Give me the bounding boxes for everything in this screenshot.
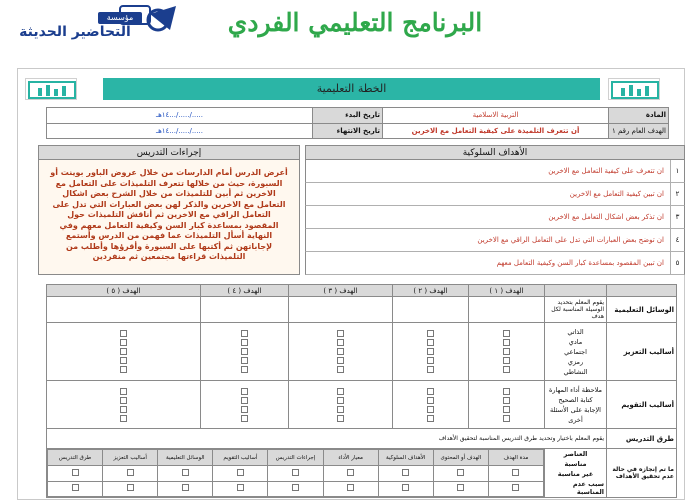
checkbox[interactable]: [241, 330, 248, 337]
checkbox[interactable]: [241, 339, 248, 346]
teaching-text: يقوم المعلم باختيار وتحديد طرق التدريس المناسبة لتحقيق الأهداف: [47, 429, 607, 449]
factors-list: [545, 449, 607, 498]
factor-item: العناصر: [563, 450, 588, 458]
bottom-header: إجراءات التدريس: [268, 450, 323, 466]
subject-label: المادة: [609, 108, 669, 124]
reinforce-item: الذاتي: [567, 327, 584, 336]
checkbox[interactable]: [427, 348, 434, 355]
bottom-header: معيار الأداء: [323, 450, 378, 466]
checkbox[interactable]: [241, 357, 248, 364]
checkbox[interactable]: [427, 415, 434, 422]
checkbox[interactable]: [120, 366, 127, 373]
end-date-value: ...../...../...١٤هـ: [47, 123, 313, 139]
checkbox[interactable]: [503, 330, 510, 337]
objective-number: ٥: [670, 252, 684, 274]
objective-text: ان تبين المقصود بمساعدة كبار السن وكيفية التعامل معهم: [496, 259, 664, 267]
checkbox[interactable]: [120, 397, 127, 404]
checkbox[interactable]: [512, 484, 519, 491]
bottom-header: طرق التدريس: [48, 450, 103, 466]
checkbox[interactable]: [127, 484, 134, 491]
checkbox[interactable]: [337, 348, 344, 355]
checkbox[interactable]: [120, 415, 127, 422]
checkbox[interactable]: [503, 339, 510, 346]
reinforce-item: رمزي: [567, 357, 584, 366]
objective-row: [305, 206, 685, 229]
checkbox[interactable]: [427, 339, 434, 346]
reinforce-item: النشاطي: [563, 367, 588, 376]
objective-text: ان تتعرف على كيفية التعامل مع الاخرين: [548, 167, 664, 175]
bottom-header: الأهداف السلوكية: [378, 450, 433, 466]
objective-number: ٣: [670, 206, 684, 228]
checkbox[interactable]: [237, 484, 244, 491]
objective-text: ان تبين كيفية التعامل مع الاخرين: [569, 190, 664, 198]
checkbox[interactable]: [120, 388, 127, 395]
checkbox[interactable]: [503, 388, 510, 395]
goal-value: أن تتعرف التلميذة على كيفية التعامل مع الاخرين: [383, 123, 609, 139]
objectives-list: [305, 160, 685, 275]
end-date-label: تاريخ الانتهاء: [313, 123, 383, 139]
checkbox[interactable]: [120, 339, 127, 346]
assess-list: [545, 381, 607, 429]
page-title: البرنامج التعليمي الفردي: [227, 8, 483, 37]
left-chart-icon: [25, 78, 77, 100]
objective-number: ١: [670, 160, 684, 182]
checkbox[interactable]: [427, 406, 434, 413]
means-label: الوسائل التعليمية: [607, 297, 677, 323]
bottom-header: الهدف أو المحتوى: [433, 450, 488, 466]
goal-label: الهدف العام رقم ١: [609, 123, 669, 139]
checkbox[interactable]: [337, 406, 344, 413]
assess-label: أساليب التقويم: [607, 381, 677, 429]
assess-item: ملاحظة أداء المهارة: [549, 385, 602, 394]
plan-info-table: [46, 107, 669, 139]
checkbox[interactable]: [503, 348, 510, 355]
checkbox[interactable]: [503, 366, 510, 373]
objective-row: [305, 183, 685, 206]
causes-label: ما تم إنجازه في حالة عدم تحقيق الأهداف: [607, 449, 677, 498]
reinforce-label: أساليب التعزيز: [607, 323, 677, 381]
checkbox[interactable]: [337, 397, 344, 404]
objective-text: ان توضح بعض العبارات التي تدل على التعامل الراقي مع الاخرين: [477, 236, 664, 244]
checkbox[interactable]: [72, 469, 79, 476]
factor-item: غير مناسبة: [557, 470, 594, 478]
goal-header: الهدف ( ٥ ): [47, 285, 201, 297]
bottom-header: أساليب التعزيز: [103, 450, 158, 466]
procedures-text: أعرض الدرس أمام الدارسات من خلال عروض الباور بوينت أو السبورة، حيث من خلالها تتعرف التلميذات على التعامل مع الاخرين ثم أبين للتلميذات من خلال الشرح بعض اشكال التعامل مع الاخرين والذكر لهن بعض العبارات التي تدل على التعامل الراقي مع الاخرين ثم أناقش التلميذات حول المقصود بمساعدة كبار السن وكيفية التعامل معهم وفي النهاية أسأل التلميذات عما فهمن من الدرس وأستمع لإجاباتهن ثم أكتبها على السبورة وأقرؤها وأطلب من التلميذات قراءتها مجتمعين ثم منفردين: [38, 160, 300, 275]
right-chart-icon: [608, 78, 660, 100]
checkbox[interactable]: [337, 415, 344, 422]
checkbox[interactable]: [427, 388, 434, 395]
checkbox[interactable]: [241, 348, 248, 355]
start-date-value: ...../...../...١٤هـ: [47, 108, 313, 124]
objectives-heading: الأهداف السلوكية: [305, 145, 685, 160]
objective-number: ٢: [670, 183, 684, 205]
procedures-heading: إجراءات التدريس: [38, 145, 300, 160]
checkbox[interactable]: [182, 484, 189, 491]
checkbox[interactable]: [503, 415, 510, 422]
goal-header: الهدف ( ٣ ): [289, 285, 393, 297]
procedures-panel: [38, 145, 300, 275]
start-date-label: تاريخ البدء: [313, 108, 383, 124]
checkbox[interactable]: [457, 469, 464, 476]
assess-item: أخرى: [568, 415, 583, 424]
bottom-header: مدة الهدف: [488, 450, 543, 466]
checkbox[interactable]: [503, 406, 510, 413]
objective-number: ٤: [670, 229, 684, 251]
checkbox[interactable]: [120, 357, 127, 364]
factor-item: مناسبة: [564, 460, 587, 468]
assessment-grid: [46, 284, 677, 498]
logo-name: التحاضير الحديثة: [19, 24, 131, 40]
checkbox[interactable]: [182, 469, 189, 476]
objectives-panel: [305, 145, 685, 275]
checkbox[interactable]: [337, 366, 344, 373]
objective-row: [305, 160, 685, 183]
checkbox[interactable]: [237, 469, 244, 476]
goal-header: الهدف ( ٢ ): [393, 285, 469, 297]
checkbox[interactable]: [241, 366, 248, 373]
checkbox[interactable]: [337, 388, 344, 395]
checkbox[interactable]: [72, 484, 79, 491]
goal-header: الهدف ( ٤ ): [201, 285, 289, 297]
factor-item: سبب عدم المناسبة: [572, 480, 604, 496]
checkbox[interactable]: [457, 484, 464, 491]
checkbox[interactable]: [120, 330, 127, 337]
checkbox[interactable]: [503, 357, 510, 364]
assess-item: الإجابة على الأسئلة: [550, 405, 601, 414]
corner-cell: [607, 285, 677, 297]
objective-row: [305, 252, 685, 275]
checkbox[interactable]: [337, 339, 344, 346]
checkbox[interactable]: [512, 469, 519, 476]
checkbox[interactable]: [347, 469, 354, 476]
teaching-label: طرق التدريس: [607, 429, 677, 449]
objective-row: [305, 229, 685, 252]
bottom-header: الوسائل التعليمية: [158, 450, 213, 466]
checkbox[interactable]: [120, 406, 127, 413]
checkbox[interactable]: [427, 330, 434, 337]
blank-header: [545, 285, 607, 297]
objective-text: ان تذكر بعض اشكال التعامل مع الاخرين: [548, 213, 664, 221]
checkbox[interactable]: [241, 388, 248, 395]
checkbox[interactable]: [292, 484, 299, 491]
checkbox[interactable]: [120, 348, 127, 355]
checkbox[interactable]: [241, 397, 248, 404]
checkbox[interactable]: [337, 330, 344, 337]
checkbox[interactable]: [402, 469, 409, 476]
checkbox[interactable]: [402, 484, 409, 491]
checkbox[interactable]: [337, 357, 344, 364]
assess-item: كتابة الصحيح: [558, 395, 593, 404]
checkbox[interactable]: [427, 397, 434, 404]
reinforce-item: مادي: [568, 337, 583, 346]
reinforce-list: [545, 323, 607, 381]
checkbox[interactable]: [127, 469, 134, 476]
checkbox[interactable]: [427, 366, 434, 373]
reinforce-item: اجتماعي: [564, 347, 587, 356]
checkbox[interactable]: [347, 484, 354, 491]
checkbox[interactable]: [503, 397, 510, 404]
logo-tag: مؤسسة: [98, 12, 142, 24]
bottom-criteria-table: [47, 449, 544, 497]
plan-title: الخطة التعليمية: [103, 78, 600, 100]
checkbox[interactable]: [241, 415, 248, 422]
checkbox[interactable]: [427, 357, 434, 364]
checkbox[interactable]: [241, 406, 248, 413]
means-text: يقوم المعلم بتحديد الوسيلة المناسبة لكل هدف: [545, 297, 607, 323]
subject-value: التربية الاسلامية: [383, 108, 609, 124]
checkbox[interactable]: [292, 469, 299, 476]
goal-header: الهدف ( ١ ): [469, 285, 545, 297]
bottom-header: أساليب التقويم: [213, 450, 268, 466]
